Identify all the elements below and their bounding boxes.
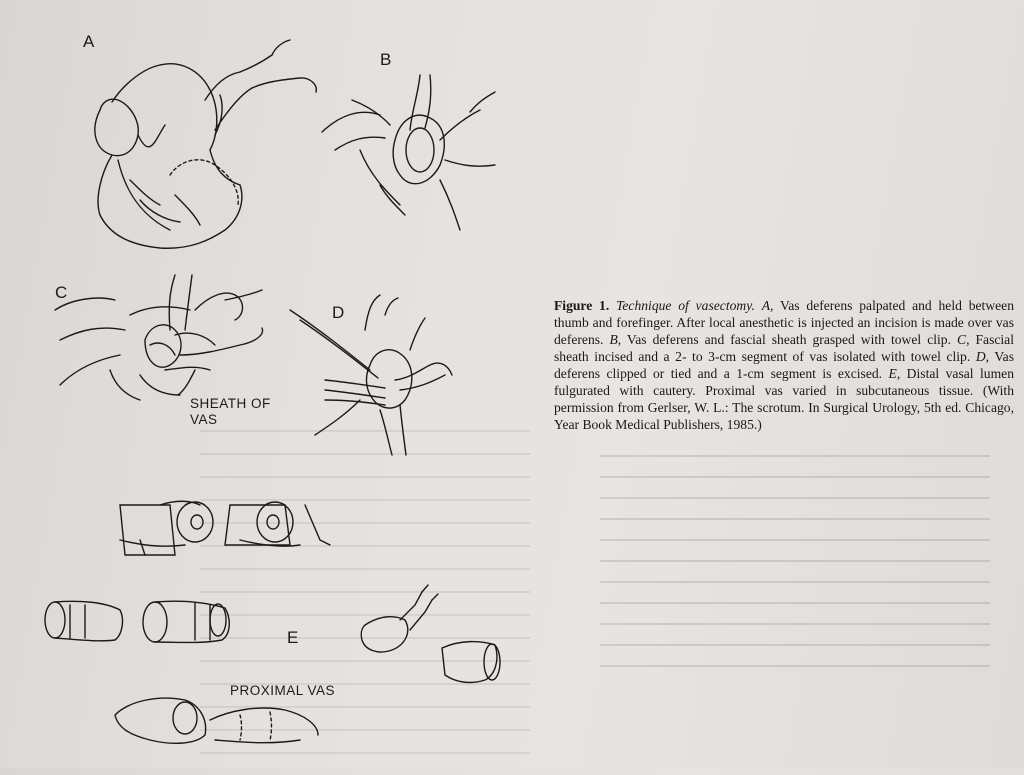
caption-panel-d-text: Vas deferens clipped or tied and a 1-cm segment is excised. [554, 349, 1014, 381]
panel-a-drawing [95, 40, 316, 248]
panel-b-drawing [322, 75, 495, 230]
caption-panel-a-text: Vas deferens palpated and held between thumb and forefinger. After local anesthetic is injected an incision is made over vas deferens. [554, 298, 1014, 347]
caption-panel-c-label: C, [957, 332, 970, 347]
panel-d-drawing [290, 295, 452, 455]
sheath-of-vas-label-line2: VAS [190, 412, 218, 427]
caption-figure-label: Figure 1. [554, 298, 610, 313]
caption-panel-b-text: Vas deferens and fascial sheath grasped with towel clip. [621, 332, 957, 347]
caption-panel-e-label: E, [888, 366, 901, 381]
caption-panel-e-text: Distal vasal lumen fulgurated with cautery. Proximal vas varied in subcutaneous tissue. (With permission from Gerlser, W. L.: The scrotum. In Surgical Urology, 5th ed. Chicago, Year Book Medical Publishers, 1985.) [554, 366, 1014, 432]
panel-e-proximal-and-distal [115, 585, 500, 743]
caption-panel-d-label: D, [975, 349, 990, 364]
figure-caption [554, 297, 1014, 433]
panel-label-e: E [287, 628, 299, 647]
panel-label-d: D [332, 303, 345, 322]
panel-c-drawing [55, 275, 263, 400]
sheath-of-vas-label [190, 396, 271, 428]
panel-label-b: B [380, 50, 392, 69]
panel-label-c: C [55, 283, 68, 302]
reverse-page-text-lines [600, 455, 990, 686]
caption-title: Technique of vasectomy. [616, 298, 755, 313]
panel-e-cross-sections [120, 501, 330, 555]
panel-e-ligated-vas [45, 601, 229, 642]
sheath-of-vas-label-line1: SHEATH OF [190, 396, 271, 411]
caption-panel-b-label: B, [609, 332, 622, 347]
panel-label-a: A [83, 32, 95, 51]
caption-panel-a-label: A, [761, 298, 774, 313]
caption-panel-c-text: Fascial sheath incised and a 2- to 3-cm segment of vas isolated with towel clip. [554, 332, 1014, 364]
proximal-vas-label: PROXIMAL VAS [230, 683, 336, 698]
